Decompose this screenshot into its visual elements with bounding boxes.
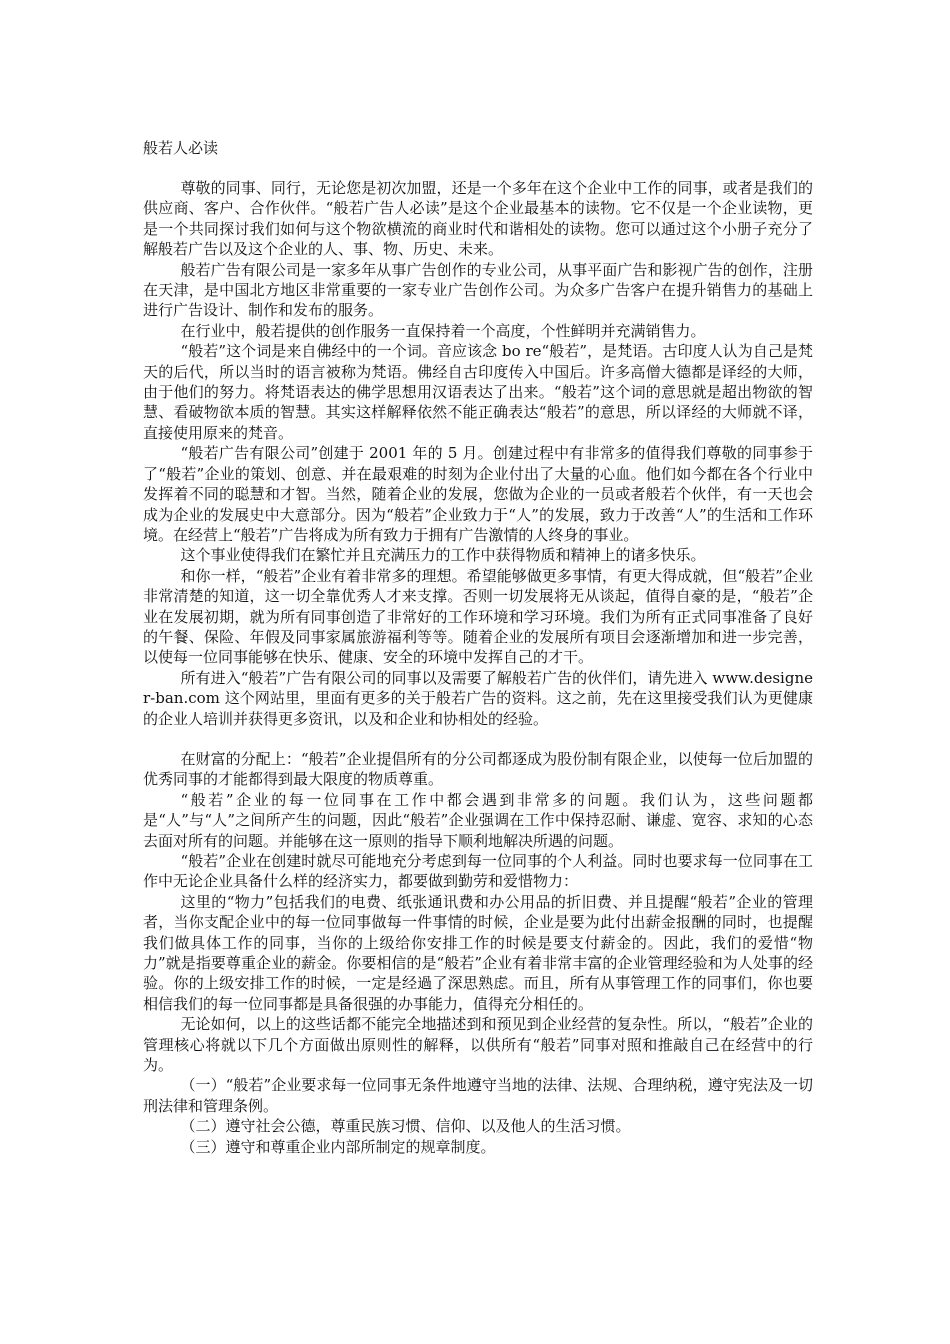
paragraph-resources: 这里的“物力”包括我们的电费、纸张通讯费和办公用品的折旧费、并且提醒“般若”企业的管理者，当你支配企业中的每一位同事做每一件事情的时候，企业是要为此付出薪金报酬的同时，也提醒我们做具体工作的同事，当你的上级给你安排工作的时候是要支付薪金的。因此，我们的爱惜“物力”就是指要尊重企业的薪金。你要相信的是“般若”企业有着非常丰富的企业管理经验和为人处事的经验。你的上级安排工作的时候，一定是经過了深思熟虑。而且，所有从事管理工作的同事们，你也要相信我们的每一位同事都是具备很强的办事能力，值得充分相任的。 (143, 892, 813, 1013)
paragraph-founding: “般若广告有限公司”创建于 2001 年的 5 月。创建过程中有非常多的值得我们尊敬的同事参于了“般若”企业的策划、创意、并在最艰难的时刻为企业付出了大量的心血。他们如今都在各个行业中发挥着不同的聪慧和才智。当然，随着企业的发展，您做为企业的一员或者般若个伙伴，有一天也会成为企业的发展史中大意部分。因为“般若”企业致力于“人”的发展，致力于改善“人”的生活和工作环境。在经营上“般若”广告将成为所有致力于拥有广告激情的人终身的事业。 (143, 444, 813, 544)
paragraph-industry: 在行业中，般若提供的创作服务一直保持着一个高度，个性鲜明并充满销售力。 (180, 321, 706, 340)
paragraph-wealth: 在财富的分配上：“般若”企业提倡所有的分公司都逐成为股份制有限企业，以使每一位后加盟的优秀同事的才能都得到最大限度的物质尊重。 (143, 749, 813, 789)
paragraph-intro: 尊敬的同事、同行，无论您是初次加盟，还是一个多年在这个企业中工作的同事，或者是我们的供应商、客户、合作伙伴。“般若广告人必读”是这个企业最基本的读物。它不仅是一个企业读物，更是一个共同探讨我们如何与这个物欲横流的商业时代和谐相处的读物。您可以通过这个小册子充分了解般若广告以及这个企业的人、事、物、历史、未来。 (143, 179, 813, 259)
paragraph-ideals: 和你一样，“般若”企业有着非常多的理想。希望能够做更多事情，有更大得成就，但“般若”企业非常清楚的知道，这一切全靠优秀人才来支撑。否则一切发展将无从谈起，值得自豪的是，“般若”企业在发展初期，就为所有同事创造了非常好的工作环境和学习环境。我们为所有正式同事准备了良好的午餐、保险、年假及同事家属旅游福利等等。随着企业的发展所有项目会逐渐增加和进一步完善，以使每一位同事能够在快乐、健康、安全的环境中发挥自己的才干。 (143, 566, 813, 667)
paragraph-name-origin: “般若”这个词是来自佛经中的一个词。音应该念 bo re“般若”，是梵语。古印度人认为自己是梵天的后代，所以当时的语言被称为梵语。佛经自古印度传入中国后。许多高僧大德都是译经的大师，由于他们的努力。将梵语表达的佛学思想用汉语表达了出来。“般若”这个词的意思就是超出物欲的智慧、看破物欲本质的智慧。其实这样解释依然不能正确表达“般若”的意思，所以译经的大师就不译，直接使用原来的梵音。 (143, 342, 813, 442)
paragraph-interests: “般若”企业在创建时就尽可能地充分考虑到每一位同事的个人利益。同时也要求每一位同事在工作中无论企业具备什么样的经济实力，都要做到勤劳和爱惜物力： (143, 852, 813, 891)
document-title: 般若人必读 (143, 139, 219, 157)
paragraph-website: 所有进入“般若”广告有限公司的同事以及需要了解般若广告的伙伴们，请先进入 www.designer-ban.com 这个网站里，里面有更多的关于般若广告的资料。这之前，先在这里接受我们认为更健康的企业人培训并获得更多资讯，以及和企业和协相处的经验。 (143, 668, 813, 728)
document-body (143, 138, 813, 1157)
paragraph-rule-1: （一）“般若”企业要求每一位同事无条件地遵守当地的法律、法规、合理纳税，遵守宪法及一切刑法律和管理条例。 (143, 1076, 813, 1115)
paragraph-rule-3: （三）遵守和尊重企业内部所制定的规章制度。 (180, 1137, 496, 1156)
paragraph-principles: 无论如何，以上的这些话都不能完全地描述到和预见到企业经营的复杂性。所以，“般若”企业的管理核心将就以下几个方面做出原则性的解释，以供所有“般若”同事对照和推敲自己在经营中的行为。 (143, 1015, 813, 1075)
paragraph-company: 般若广告有限公司是一家多年从事广告创作的专业公司，从事平面广告和影视广告的创作，注册在天津，是中国北方地区非常重要的一家专业广告创作公司。为众多广告客户在提升销售力的基础上进行广告设计、制作和发布的服务。 (143, 260, 813, 320)
paragraph-problems: “般若”企业的每一位同事在工作中都会遇到非常多的问题。我们认为，这些问题都是“人”与“人”之间所产生的问题，因此“般若”企业强调在工作中保持忍耐、谦虚、宽容、求知的心态去面对所有的问题。并能够在这一原则的指导下顺利地解决所遇的问题。 (143, 790, 813, 850)
paragraph-joy: 这个事业使得我们在繁忙并且充满压力的工作中获得物质和精神上的诸多快乐。 (180, 546, 706, 565)
paragraph-rule-2: （二）遵守社会公德，尊重民族习惯、信仰、以及他人的生活习惯。 (180, 1117, 631, 1136)
